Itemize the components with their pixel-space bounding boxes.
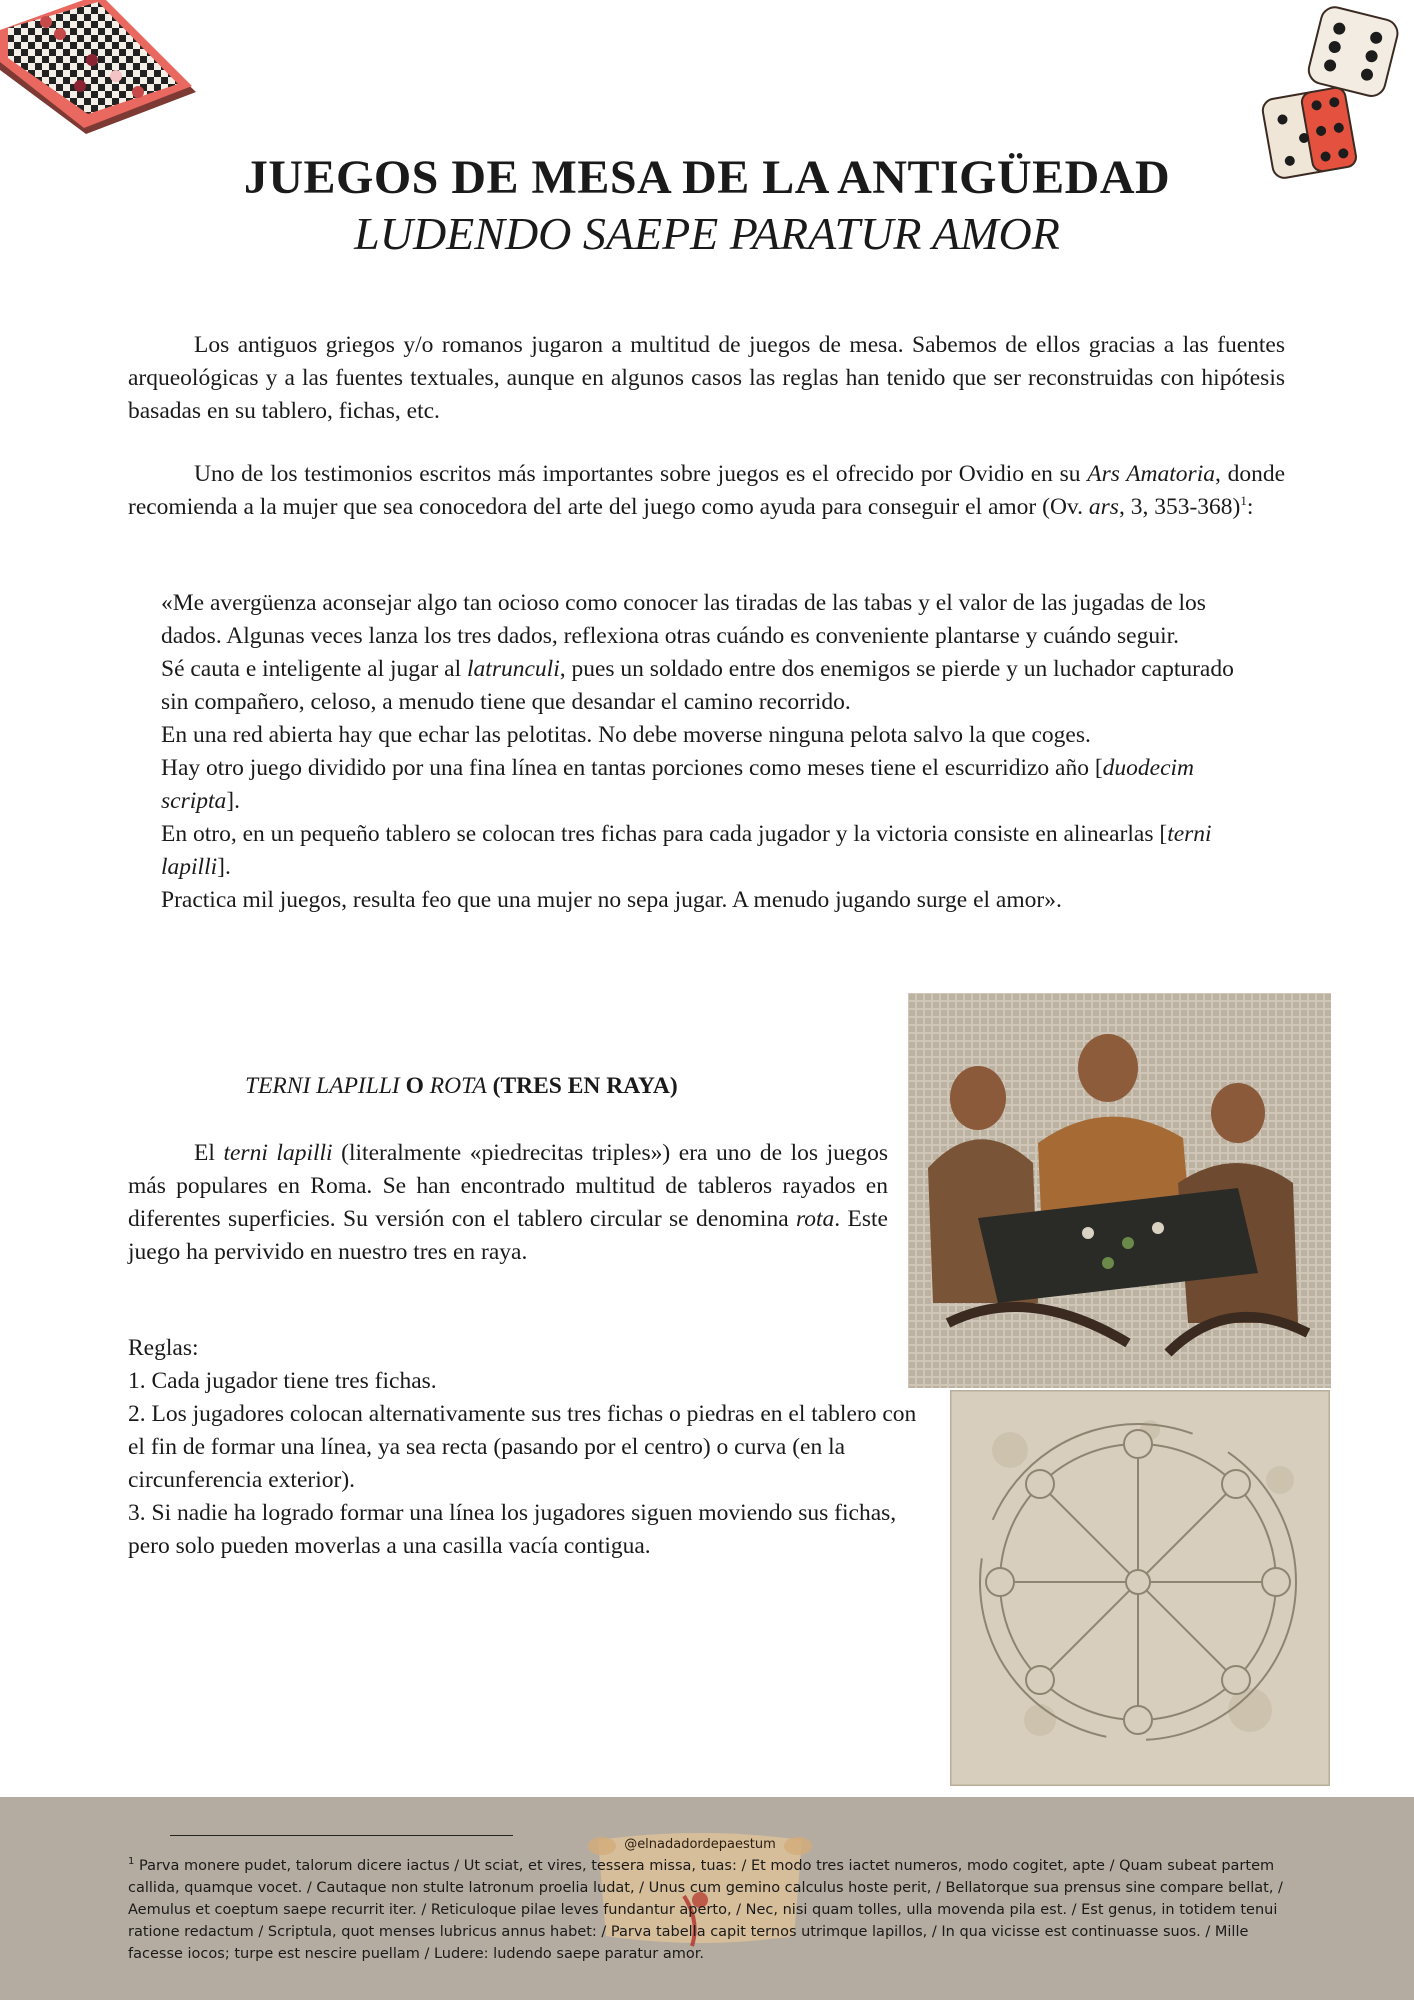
heading-terni: TERNI LAPILLI	[245, 1073, 400, 1099]
latrunculi-italic: latrunculi	[467, 656, 560, 682]
quote-line-2	[161, 653, 1258, 719]
rule-item-3: 3. Si nadie ha logrado formar una línea los jugadores siguen moviendo sus fichas, pero solo pueden moverlas a una casilla vacía contigua.	[128, 1500, 897, 1559]
quote-text: Sé cauta e inteligente al jugar al	[161, 656, 468, 682]
rule-item-2: 2. Los jugadores colocan alternativamente sus tres fichas o piedras en el tablero con el fin de formar una línea, ya sea recta (pasando por el centro) o curva (en la circunferencia exterior).	[128, 1401, 917, 1493]
section-heading	[245, 1073, 678, 1100]
intro-p2-text-d: :	[1246, 494, 1254, 520]
rule-item-1: 1. Cada jugador tiene tres fichas.	[128, 1368, 437, 1394]
footnote-mark: 1	[128, 1856, 135, 1867]
ars-italic: ars	[1088, 494, 1119, 520]
section-text: . Este juego ha pervivido en nuestro tres en raya.	[128, 1206, 888, 1265]
quote-line-3: En una red abierta hay que echar las pelotitas. No debe moverse ninguna pelota salvo la que coges.	[161, 722, 1091, 748]
quote-text: En otro, en un pequeño tablero se colocan tres fichas para cada jugador y la victoria consiste en alinearlas [	[161, 821, 1168, 847]
quote-line-1: «Me avergüenza aconsejar algo tan ocioso como conocer las tiradas de las tabas y el valor de las jugadas de los dados. Algunas veces lanza los tres dados, reflexiona otras cuándo es conveniente plantarse y cuándo seguir.	[161, 590, 1206, 649]
section-paragraph	[128, 1137, 888, 1269]
footnote-text: Parva monere pudet, talorum dicere iactus / Ut sciat, et vires, tessera missa, tuas: / Et modo tres iactet numeros, modo cogitet, apte / Quam subeat partem callida, quamque vocet. / Cautaque non stulte latronum proelia ludat, / Unus cum gemino calculus hoste perit, / Bellatorque sua prensus sine compare bellat, / Aemulus et coeptum saepe recurrit iter. / Reticuloque pilae leves fundantur aperto, / Nec, nisi quam tolles, ulla movenda pila est. / Est genus, in totidem tenui ratione redactum / Scriptula, quot menses lubricus annus habet: / Parva tabella capit ternos utrimque lapillos, / In qua vicisse est continuasse suos. / Mille facesse iocos; turpe est nescire puellam / Ludere: ludendo saepe paratur amor.	[128, 1857, 1283, 1962]
section-text: El	[194, 1140, 224, 1166]
footnote-divider	[170, 1835, 513, 1836]
author-handle: @elnadadordepaestum	[624, 1837, 776, 1852]
title-line-2: LUDENDO SAEPE PARATUR AMOR	[354, 208, 1060, 259]
quote-line-5	[161, 818, 1258, 884]
heading-rota: ROTA	[429, 1073, 487, 1099]
section-text: (literalmente «piedrecitas triples») era uno de los juegos más populares en Roma. Se han encontrado multitud de tableros rayados en diferentes superficies. Su versión con el tablero circular se denomina	[128, 1140, 888, 1232]
title-line-1: JUEGOS DE MESA DE LA ANTIGÜEDAD	[243, 151, 1171, 204]
terni-lapilli-italic: terni lapilli	[161, 821, 1212, 880]
heading-o: O	[399, 1073, 430, 1099]
quote-line-4	[161, 752, 1258, 818]
footnote-ref: 1	[1240, 493, 1247, 509]
terni-lapilli-italic: terni lapilli	[223, 1140, 333, 1166]
rules-heading: Reglas:	[128, 1335, 199, 1361]
intro-p2-text-c: , 3, 353-368)	[1118, 494, 1241, 520]
rules-list	[128, 1332, 928, 1563]
quote-text: , pues un soldado entre dos enemigos se pierde y un luchador capturado sin compañero, celoso, a menudo tiene que desandar el camino recorrido.	[161, 656, 1234, 715]
ovid-quote	[161, 587, 1258, 917]
intro-paragraph-2	[128, 458, 1285, 524]
quote-text: ].	[226, 788, 240, 814]
mosaic-image	[908, 993, 1331, 1388]
quote-text: ].	[217, 854, 231, 880]
heading-rest: (TRES EN RAYA)	[486, 1073, 678, 1099]
ars-amatoria-italic: Ars Amatoria	[1087, 461, 1215, 487]
quote-line-6: Practica mil juegos, resulta feo que una mujer no sepa jugar. A menudo jugando surge el amor».	[161, 887, 1062, 913]
intro-p2-text-b: , donde recomienda a la mujer que sea conocedora del arte del juego como ayuda para conseguir el amor (Ov.	[128, 461, 1286, 520]
intro-p2-text-a: Uno de los testimonios escritos más importantes sobre juegos es el ofrecido por Ovidio en su	[194, 461, 1088, 487]
checkerboard-icon	[0, 0, 200, 135]
quote-text: Hay otro juego dividido por una fina línea en tantas porciones como meses tiene el escurridizo año [	[161, 755, 1103, 781]
rota-board-image	[950, 1390, 1330, 1786]
page-title	[0, 150, 1414, 262]
footnote	[128, 1851, 1286, 1965]
duodecim-scripta-italic: duodecim scripta	[161, 755, 1195, 814]
rota-italic: rota	[795, 1206, 835, 1232]
intro-paragraph-1: Los antiguos griegos y/o romanos jugaron a multitud de juegos de mesa. Sabemos de ellos gracias a las fuentes arqueológicas y a las fuentes textuales, aunque en algunos casos las reglas han tenido que ser reconstruidas con hipótesis basadas en su tablero, fichas, etc.	[128, 332, 1285, 424]
